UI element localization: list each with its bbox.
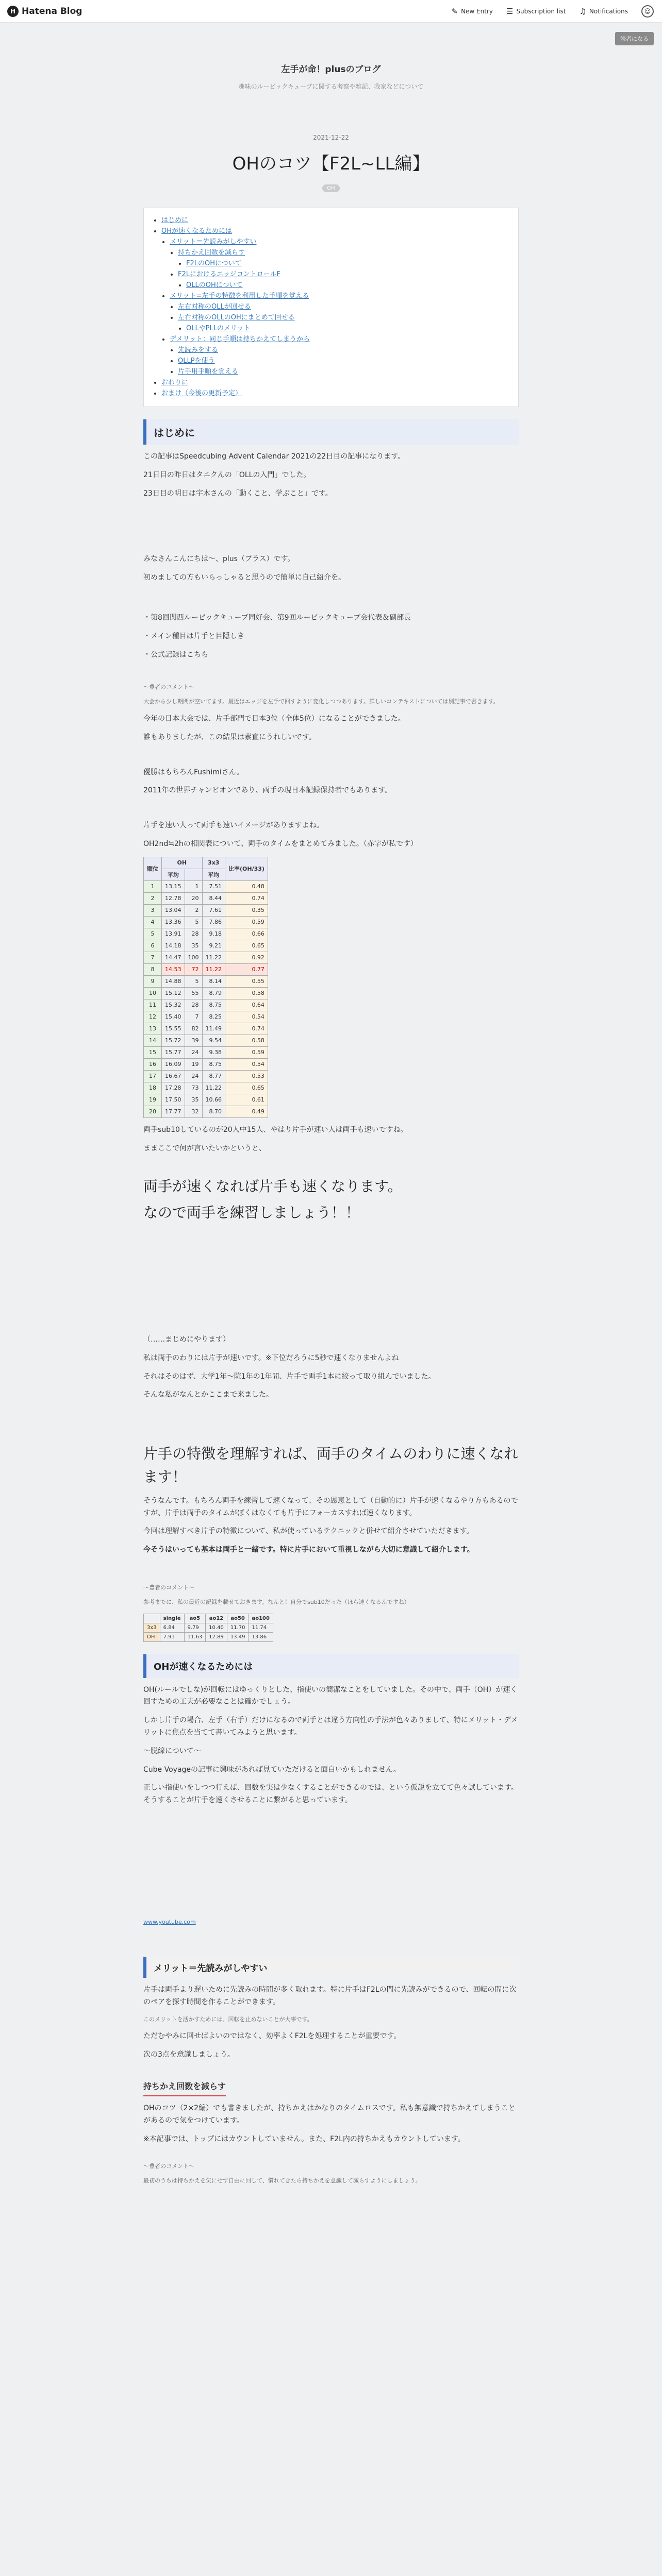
section-heading-oh: OHが速くなるためには	[143, 1654, 519, 1678]
small-table-header: single	[160, 1614, 184, 1623]
youtube-link[interactable]: www.youtube.com	[143, 1919, 196, 1926]
table-row	[144, 999, 268, 1011]
intro-paragraph-2: 21日目の昨日はタニクんの「OLLの入門」でした。	[143, 470, 311, 479]
greeting-1: みなさんこんにちは〜、plus（プラス）です。	[143, 555, 295, 564]
table-cell-rank: 11	[144, 999, 162, 1011]
table-cell-ohp: 2	[185, 904, 202, 916]
entry-date[interactable]: 2021-12-22	[313, 134, 349, 141]
table-row	[144, 963, 268, 975]
toc-link[interactable]: OLLのOHについて	[186, 281, 243, 289]
table-row	[144, 987, 268, 999]
table-of-contents	[143, 208, 519, 407]
toc-link[interactable]: OHが速くなるためには	[161, 227, 233, 235]
toc-link[interactable]: F2LのOHについて	[186, 260, 242, 267]
intro-paragraph-3: 23日目の明日は宇木さんの「動くこと、学ぶこと」です。	[143, 489, 333, 498]
toc-link[interactable]: 左右対称のOLLが回せる	[178, 303, 251, 311]
merit-p3: ただむやみに回せばよいのではなく、効率よくF2Lを処理することが重要です。	[143, 2032, 401, 2041]
table-cell-oh: 15.72	[162, 1035, 185, 1046]
small-table-cell: 12.89	[206, 1632, 227, 1641]
table-cell-rank: 3	[144, 904, 162, 916]
toc-item	[170, 333, 510, 343]
ranking-table	[143, 857, 268, 1118]
table-cell-t3: 8.44	[202, 892, 225, 904]
toc-item	[186, 258, 510, 267]
small-table-header	[144, 1614, 160, 1623]
table-cell-ratio: 0.48	[225, 880, 268, 892]
table-cell-ohp: 19	[185, 1058, 202, 1070]
author-note-text: 大会から少し期間が空いてます。最近はエッジを左手で回すように変化しつつあります。詳しいコンテキストについては別記事で書きます。	[143, 698, 499, 705]
article	[143, 134, 519, 2192]
th-rank: 順位	[144, 857, 162, 880]
list-icon: ☰	[506, 6, 514, 16]
s-p1: 私は両手のわりには片手が速いです。※下位だろうに5秒で速くなりませんよね	[143, 1353, 399, 1362]
table-cell-oh: 14.47	[162, 952, 185, 963]
s-p3: そんな私がなんとかここまで来ました。	[143, 1391, 273, 1399]
table-cell-ohp: 32	[185, 1106, 202, 1117]
table-cell-t3: 8.70	[202, 1106, 225, 1117]
small-table-cell: 10.40	[206, 1623, 227, 1632]
table-row	[144, 940, 268, 952]
table-row	[144, 1082, 268, 1094]
entry-title[interactable]: OHのコツ【F2L~LL編】	[232, 154, 430, 174]
toc-item	[161, 214, 510, 224]
table-cell-rank: 17	[144, 1070, 162, 1082]
table-cell-rank: 18	[144, 1082, 162, 1094]
table-cell-ohp: 39	[185, 1035, 202, 1046]
table-cell-t3: 8.75	[202, 999, 225, 1011]
table-cell-rank: 5	[144, 928, 162, 940]
toc-item	[178, 247, 510, 257]
profile-3: ・公式記録はこちら	[143, 650, 208, 659]
toc-link[interactable]: メリット=左手の特徴を利用した手順を覚える	[170, 292, 309, 300]
toc-link[interactable]: おわりに	[161, 379, 189, 386]
table-row	[144, 916, 268, 928]
table-cell-ratio: 0.58	[225, 1035, 268, 1046]
table-cell-ohp: 35	[185, 1094, 202, 1106]
toc-item	[161, 225, 510, 235]
blog-header	[0, 62, 662, 91]
small-table-cell: 9.79	[184, 1623, 206, 1632]
table-cell-rank: 8	[144, 963, 162, 975]
table-cell-ratio: 0.74	[225, 1023, 268, 1035]
table-cell-ohp: 24	[185, 1070, 202, 1082]
toc-link[interactable]: OLLやPLLのメリット	[186, 325, 251, 332]
author-note-2-text: 参考までに、私の最近の記録を載せておきます。なんと！自分でsub10だった（ほら速くなるんですね）	[143, 1599, 410, 1605]
table-cell-oh: 14.53	[162, 963, 185, 975]
table-cell-ratio: 0.74	[225, 892, 268, 904]
toc-item	[178, 366, 510, 376]
table-cell-t3: 8.79	[202, 987, 225, 999]
intro-paragraph-1: この記事はSpeedcubing Advent Calendar 2021の22日目の記事になります。	[143, 452, 405, 461]
author-note-label: 〜豊者のコメント〜	[143, 684, 194, 691]
toc-link[interactable]: おまけ（今後の更新予定）	[161, 389, 242, 397]
table-cell-t3: 11.49	[202, 1023, 225, 1035]
toc-link[interactable]: 持ちかえ回数を減らす	[178, 249, 245, 257]
after-table-1: 両手sub10しているのが20人中15人、やはり片手が速い人は両手も速いですね。	[143, 1125, 408, 1134]
small-table-cell: 11.70	[227, 1623, 249, 1632]
table-cell-rank: 10	[144, 987, 162, 999]
toc-link[interactable]: 先読みをする	[178, 346, 219, 354]
table-row	[144, 1070, 268, 1082]
th-oh-avg: 平均	[162, 869, 185, 880]
table-cell-ratio: 0.54	[225, 1011, 268, 1023]
toc-link[interactable]: 片手用手順を覚える	[178, 368, 239, 376]
table-cell-oh: 12.78	[162, 892, 185, 904]
small-table-cell: OH	[144, 1632, 160, 1641]
after-table-2: ままここで何が言いたいかというと、	[143, 1144, 266, 1153]
table-cell-t3: 9.18	[202, 928, 225, 940]
small-table-cell: 13.86	[249, 1632, 273, 1641]
toc-link[interactable]: メリット＝先読みがしやすい	[170, 238, 257, 246]
table-cell-ohp: 1	[185, 880, 202, 892]
table-cell-ratio: 0.58	[225, 987, 268, 999]
table-cell-ohp: 28	[185, 999, 202, 1011]
table-cell-t3: 7.61	[202, 904, 225, 916]
table-row	[144, 1023, 268, 1035]
table-cell-rank: 1	[144, 880, 162, 892]
table-cell-rank: 13	[144, 1023, 162, 1035]
table-cell-t3: 8.77	[202, 1070, 225, 1082]
small-table-header: ao12	[206, 1614, 227, 1623]
table-cell-ohp: 5	[185, 916, 202, 928]
oh-p1: OH(ルールでしな)が回転にはゆっくりとした、指使いの簡潔なことをしていました。その中で、両手（OH）が速く回すための工夫が必要なことは確かでしょう。	[143, 1685, 518, 1706]
table-row	[144, 1058, 268, 1070]
table-cell-ohp: 28	[185, 928, 202, 940]
section-heading-intro: はじめに	[143, 419, 519, 445]
toc-link[interactable]: 左右対称のOLLのOHにまとめて回せる	[178, 314, 295, 321]
table-cell-t3: 11.22	[202, 1082, 225, 1094]
merit-p4: 次の3点を意識しましょう。	[143, 2050, 235, 2059]
table-cell-t3: 8.25	[202, 1011, 225, 1023]
table-cell-t3: 7.86	[202, 916, 225, 928]
greeting-2: 初めましての方もいらっしゃると思うので簡単に自己紹介を。	[143, 573, 345, 582]
table-row	[144, 952, 268, 963]
table-cell-ratio: 0.65	[225, 1082, 268, 1094]
toc-item	[186, 323, 510, 332]
table-cell-t3: 9.54	[202, 1035, 225, 1046]
merit-p1: 片手は両手より遅いために先読みの時間が多く取れます。特に片手はF2Lの間に先読みができるので、回転の間に次のペアを探す時間を作ることができます。	[143, 1986, 517, 2006]
table-cell-ratio: 0.66	[225, 928, 268, 940]
user-avatar-icon[interactable]: ☺	[641, 5, 654, 18]
th-oh: OH	[162, 857, 203, 869]
s-p6: 今そうはいっても基本は両手と一緒です。特に片手において重視しながら大切に意識して紹介します。	[143, 1546, 474, 1554]
record-p4: 2011年の世界チャンピオンであり、両手の現日本記録保持者でもあります。	[143, 786, 392, 795]
section-heading-merit: メリット＝先読みがしやすい	[143, 1957, 519, 1978]
table-cell-rank: 6	[144, 940, 162, 952]
new-entry-label: New Entry	[461, 7, 493, 15]
table-cell-oh: 15.12	[162, 987, 185, 999]
oh-p5: 正しい指使いをしつつ行えば、回数を実は少なくすることができるのでは、という仮説を立てて色々試しています。そうすることが片手を速くさせることに繋がると思っています。	[143, 1784, 518, 1805]
table-cell-ratio: 0.64	[225, 999, 268, 1011]
author-note-3-text: 最初のうちは持ちかえを気にせず自由に回して、慣れてきたら持ちかえを意識して減らすようにしましょう。	[143, 2177, 421, 2184]
table-row	[144, 1046, 268, 1058]
emphasis-3: 片手の特徴を理解すれば、両手のタイムのわりに速くなれます！	[143, 1445, 519, 1486]
toc-item	[178, 312, 510, 321]
table-cell-ohp: 100	[185, 952, 202, 963]
table-row	[144, 1011, 268, 1023]
table-cell-oh: 17.77	[162, 1106, 185, 1117]
edit-icon: ✎	[451, 6, 458, 16]
personal-records-table	[143, 1614, 273, 1642]
compare-p1: 片手を速い人って両手も速いイメージがありますよね。	[143, 821, 324, 830]
table-cell-rank: 15	[144, 1046, 162, 1058]
table-cell-oh: 17.28	[162, 1082, 185, 1094]
toc-link[interactable]: F2LにおけるエッジコントロールF	[178, 270, 280, 278]
small-table-cell: 7.91	[160, 1632, 184, 1641]
record-p3: 優勝はもちろんFushimiさん。	[143, 768, 244, 776]
table-cell-ratio: 0.59	[225, 1046, 268, 1058]
table-cell-t3: 11.22	[202, 963, 225, 975]
table-cell-ohp: 73	[185, 1082, 202, 1094]
table-cell-t3: 8.14	[202, 975, 225, 987]
small-table-row	[144, 1632, 273, 1641]
blog-description: 趣味のルービックキューブに関する考察や雑記、我家などについて	[238, 83, 424, 90]
s-p2: それはそのはず、大学1年〜院1年の1年間、片手で両手1本に絞って取り組んでいました。	[143, 1372, 436, 1381]
table-cell-rank: 14	[144, 1035, 162, 1046]
table-cell-oh: 17.50	[162, 1094, 185, 1106]
toc-item	[178, 355, 510, 365]
oh-p4: Cube Voyageの記事に興味があれば見ていただけると面白いかもしれません。	[143, 1765, 401, 1774]
table-cell-ohp: 82	[185, 1023, 202, 1035]
toc-link[interactable]: OLLPを使う	[178, 357, 215, 365]
table-row	[144, 892, 268, 904]
toc-item	[170, 290, 510, 300]
table-cell-oh: 15.77	[162, 1046, 185, 1058]
table-cell-ohp: 5	[185, 975, 202, 987]
toc-link[interactable]: はじめに	[161, 216, 189, 224]
table-cell-rank: 19	[144, 1094, 162, 1106]
table-cell-oh: 14.88	[162, 975, 185, 987]
small-table-cell: 6.84	[160, 1623, 184, 1632]
brand-name: Hatena Blog	[22, 6, 82, 16]
table-cell-ratio: 0.65	[225, 940, 268, 952]
toc-item	[178, 268, 510, 278]
table-cell-t3: 9.38	[202, 1046, 225, 1058]
blog-title[interactable]: 左手が命！plusのブログ	[281, 64, 381, 75]
table-cell-ratio: 0.55	[225, 975, 268, 987]
table-row	[144, 975, 268, 987]
small-table-cell: 11.74	[249, 1623, 273, 1632]
table-row	[144, 928, 268, 940]
table-cell-oh: 16.09	[162, 1058, 185, 1070]
table-cell-ohp: 55	[185, 987, 202, 999]
category-badge[interactable]: OH	[322, 184, 339, 192]
table-cell-ratio: 0.53	[225, 1070, 268, 1082]
rot-p2: ※本記事では、トップにはカウントしていません。また、F2L内の持ちかえもカウントしています。	[143, 2134, 465, 2143]
table-cell-rank: 12	[144, 1011, 162, 1023]
table-cell-oh: 15.40	[162, 1011, 185, 1023]
emphasis-2: なので両手を練習しましょう！！	[143, 1204, 360, 1222]
table-cell-rank: 20	[144, 1106, 162, 1117]
s-p5: 今回は理解すべき片手の特徴について、私が使っているテクニックと併せて紹介させていただきます。	[143, 1527, 474, 1536]
joke-line: （……まじめにやります）	[143, 1335, 230, 1344]
table-cell-rank: 16	[144, 1058, 162, 1070]
ranking-table-body	[144, 880, 268, 1117]
table-cell-rank: 7	[144, 952, 162, 963]
subscribe-button[interactable]: 読者になる	[615, 32, 654, 45]
th-33: 3x3	[202, 857, 225, 869]
notifications-label: Notifications	[589, 7, 628, 15]
table-cell-ohp: 35	[185, 940, 202, 952]
table-cell-ratio: 0.61	[225, 1094, 268, 1106]
toc-item	[178, 344, 510, 354]
merit-p2: このメリットを活かすためには、回転を止めないことが大事です。	[143, 2015, 313, 2023]
subscription-list-label: Subscription list	[516, 7, 566, 15]
table-cell-t3: 10.66	[202, 1094, 225, 1106]
table-cell-oh: 16.67	[162, 1070, 185, 1082]
global-header	[0, 0, 662, 23]
table-cell-rank: 2	[144, 892, 162, 904]
table-cell-oh: 13.36	[162, 916, 185, 928]
subheading-rotate: 持ちかえ回数を減らす	[143, 2080, 226, 2096]
compare-p2: OH2nd≒2hの相関表について、両手のタイムをまとめてみました。（赤字が私です）	[143, 840, 418, 849]
small-table-cell: 13.49	[227, 1632, 249, 1641]
table-cell-rank: 9	[144, 975, 162, 987]
toc-link[interactable]: デメリット：同じ手順は持ちかえてしまうから	[170, 335, 310, 343]
toc-item	[161, 387, 510, 397]
table-cell-ratio: 0.49	[225, 1106, 268, 1117]
table-cell-oh: 13.04	[162, 904, 185, 916]
table-cell-ratio: 0.92	[225, 952, 268, 963]
th-33-avg: 平均	[202, 869, 225, 880]
table-cell-t3: 9.21	[202, 940, 225, 952]
profile-2: ・メイン種目は片手と目隠しき	[143, 632, 244, 640]
table-cell-ratio: 0.77	[225, 963, 268, 975]
profile-1: ・第8回関西ルービックキューブ同好会、第9回ルービックキューブ会代表＆副部長	[143, 613, 411, 622]
table-cell-ratio: 0.35	[225, 904, 268, 916]
table-cell-oh: 13.91	[162, 928, 185, 940]
record-p1: 今年の日本大会では、片手部門で日本3位（全体5位）になることができました。	[143, 715, 405, 723]
subscription-list-button[interactable]	[506, 7, 566, 16]
table-cell-oh: 14.18	[162, 940, 185, 952]
table-cell-t3: 11.22	[202, 952, 225, 963]
small-table-cell: 3x3	[144, 1623, 160, 1632]
table-cell-oh: 15.32	[162, 999, 185, 1011]
small-table-header: ao5	[184, 1614, 206, 1623]
table-cell-ohp: 20	[185, 892, 202, 904]
oh-p2: しかし片手の場合、左手（右手）だけになるので両手とは違う方向性の手法が色々ありまして、特にメリット・デメリットに焦点を当てて書いてみようと思います。	[143, 1716, 518, 1737]
s-p4: そうなんです。もちろん両手を練習して速くなって、その恩恵として（自動的に）片手が速くなるやり方もあるのですが、片手は両手のタイムがぼくはなくても片手にフォーカスすれば速くなります。	[143, 1496, 518, 1517]
record-p2: 誰もありましたが、この結果は素直にうれしいです。	[143, 733, 316, 741]
table-row	[144, 1094, 268, 1106]
hatena-logo-icon: H	[7, 6, 19, 17]
author-note-2-label: 〜豊者のコメント〜	[143, 1584, 194, 1591]
bell-icon: ♫	[579, 6, 586, 16]
table-cell-oh: 15.55	[162, 1023, 185, 1035]
table-row	[144, 1106, 268, 1117]
table-cell-ohp: 7	[185, 1011, 202, 1023]
author-note-3-label: 〜豊者のコメント〜	[143, 2163, 194, 2170]
table-cell-ohp: 24	[185, 1046, 202, 1058]
rot-p1: OHのコツ（2×2編）でも書きましたが、持ちかえはかなりのタイムロスです。私も無意識で持ちかえてしまうことがあるので気をつけています。	[143, 2104, 516, 2125]
small-table-row	[144, 1623, 273, 1632]
small-table-cell: 11.63	[184, 1632, 206, 1641]
toc-list	[152, 214, 510, 397]
table-row	[144, 1035, 268, 1046]
table-row	[144, 904, 268, 916]
toc-item	[170, 236, 510, 246]
table-cell-oh: 13.15	[162, 880, 185, 892]
table-cell-ratio: 0.54	[225, 1058, 268, 1070]
th-ratio: 比率(OH/33)	[225, 857, 268, 880]
table-row	[144, 880, 268, 892]
table-cell-ohp: 72	[185, 963, 202, 975]
table-cell-t3: 8.75	[202, 1058, 225, 1070]
hatena-logo[interactable]	[7, 6, 82, 17]
oh-p3: 〜脱線について〜	[143, 1747, 201, 1755]
table-cell-rank: 4	[144, 916, 162, 928]
small-table-header: ao100	[249, 1614, 273, 1623]
toc-item	[178, 301, 510, 311]
new-entry-button[interactable]	[451, 7, 493, 16]
toc-item	[161, 377, 510, 386]
toc-item	[186, 279, 510, 289]
small-table-header: ao50	[227, 1614, 249, 1623]
table-cell-t3: 7.51	[202, 880, 225, 892]
emphasis-1: 両手が速くなれば片手も速くなります。	[143, 1178, 402, 1195]
notifications-button[interactable]	[579, 7, 628, 16]
table-cell-ratio: 0.59	[225, 916, 268, 928]
